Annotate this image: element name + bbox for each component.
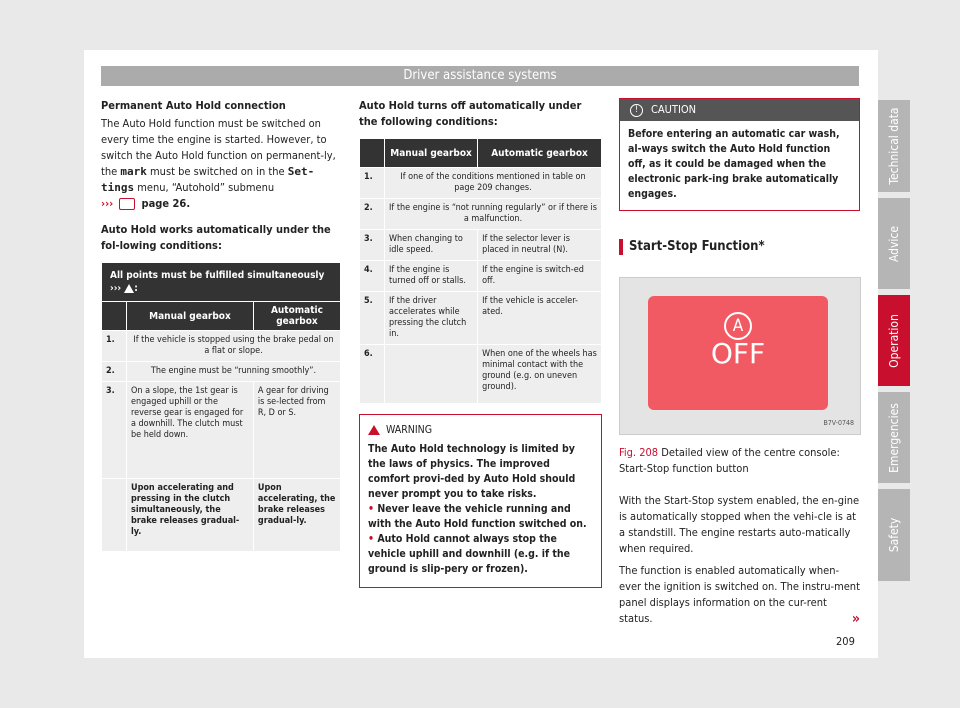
- bullet-text: Never leave the vehicle running and with the Auto Hold function switched on.: [368, 503, 587, 530]
- conditions-table: [101, 262, 341, 552]
- tab-label: Emergencies: [887, 402, 901, 473]
- image-code: B7V-0748: [823, 419, 854, 427]
- tab-advice[interactable]: [878, 198, 910, 289]
- subheading: Auto Hold works automatically under the fol-lowing conditions:: [101, 223, 331, 252]
- cell: When one of the wheels has minimal contact with the ground (e.g. on uneven ground).: [478, 345, 602, 404]
- tab-safety[interactable]: [878, 489, 910, 581]
- tab-emergencies[interactable]: [878, 392, 910, 483]
- reference-arrows: ›››: [101, 197, 114, 210]
- paragraph: With the Start-Stop system enabled, the en-gine is automatically stopped when the vehi-cle is at a standstill. The engine restarts auto-matically when required.: [619, 494, 860, 555]
- cell: If the engine is switch-ed off.: [478, 261, 602, 292]
- auto-a-icon: [724, 312, 752, 340]
- table-title-text: All points must be fulfilled simultaneously: [110, 270, 325, 281]
- figure-label: Fig. 208: [619, 446, 659, 459]
- cell: [385, 345, 478, 404]
- row-number: [102, 479, 127, 552]
- reference-arrows: ›››: [110, 283, 122, 294]
- row-number: 6.: [360, 345, 385, 404]
- settings-keyword: Set-tings: [101, 165, 315, 194]
- section-heading: Permanent Auto Hold connection: [101, 99, 286, 112]
- button-letter: A: [732, 316, 744, 336]
- row-number: 3.: [360, 230, 385, 261]
- text: must be switched on in the: [146, 165, 288, 178]
- info-circle-icon: !: [630, 104, 643, 117]
- warning-box: [359, 414, 602, 588]
- caution-title: CAUTION: [651, 103, 697, 116]
- cell: A gear for driving is se-lected from R, D or S.: [253, 382, 340, 479]
- table-header-automatic: Automatic gearbox: [253, 302, 340, 331]
- bullet-text: Auto Hold cannot always stop the vehicle uphill and downhill (e.g. if the ground is slip-pery or frozen).: [368, 533, 571, 575]
- caution-header: [620, 99, 859, 121]
- turn-off-table: [359, 138, 602, 404]
- cell: If the selector lever is placed in neutral (N).: [478, 230, 602, 261]
- table-row: [360, 292, 602, 345]
- cell: If the vehicle is acceler-ated.: [478, 292, 602, 345]
- tab-label: Technical data: [887, 107, 901, 185]
- warning-triangle-icon: [124, 284, 134, 293]
- tab-label: Operation: [887, 313, 901, 368]
- cell: Upon accelerating and pressing in the clutch simultaneously, the brake releases gradual-ly.: [127, 479, 254, 552]
- section-heading: Auto Hold turns off automatically under the following conditions:: [359, 99, 582, 128]
- page-number: 209: [836, 635, 855, 648]
- figure-image: [619, 277, 861, 435]
- figure-caption: [619, 445, 860, 477]
- book-icon: [119, 198, 135, 210]
- tab-label: Advice: [887, 225, 901, 262]
- column-3: [619, 98, 860, 627]
- row-number: 1.: [102, 331, 127, 362]
- table-row: [360, 261, 602, 292]
- tab-label: Safety: [887, 517, 901, 553]
- warning-title: WARNING: [386, 424, 433, 436]
- row-number: 3.: [102, 382, 127, 479]
- table-row: [360, 168, 602, 199]
- cell: Upon accelerating, the brake releases gradual-ly.: [253, 479, 340, 552]
- table-row: [360, 230, 602, 261]
- button-label: OFF: [710, 337, 766, 370]
- start-stop-button: [648, 296, 828, 410]
- row-number: 4.: [360, 261, 385, 292]
- table-row: [102, 479, 341, 552]
- cell: The engine must be “running smoothly”.: [127, 362, 341, 382]
- cell: If the engine is turned off or stalls.: [385, 261, 478, 292]
- table-title: All points must be fulfilled simultaneously ››› :: [102, 263, 341, 302]
- row-number: 2.: [360, 199, 385, 230]
- caution-box: [619, 98, 860, 211]
- figure-caption-text: Detailed view of the centre console: Start-Stop function button: [619, 446, 840, 475]
- table-header-automatic: Automatic gearbox: [478, 139, 602, 168]
- warning-header: [368, 423, 593, 438]
- warning-triangle-icon: [368, 425, 380, 435]
- tab-operation[interactable]: [878, 295, 910, 386]
- continue-mark: »: [851, 611, 860, 627]
- table-row: [360, 199, 602, 230]
- paragraph: [619, 563, 860, 627]
- table-row: [360, 345, 602, 404]
- table-header-manual: Manual gearbox: [385, 139, 478, 168]
- caution-text: Before entering an automatic car wash, al-ways switch the Auto Hold function off, as it could be damaged when the electronic park-ing brake automatically engages.: [628, 128, 840, 200]
- table-row: [102, 382, 341, 479]
- table-row: [102, 331, 341, 362]
- paragraph: [101, 116, 341, 212]
- warning-text: The Auto Hold technology is limited by the laws of physics. The improved comfort provi-ded by Auto Hold should never prompt you to take risks.: [368, 443, 576, 500]
- page-link[interactable]: page 26.: [141, 197, 191, 210]
- text: menu, “Autohold” submenu: [134, 181, 275, 194]
- table-header-number: [102, 302, 127, 331]
- table-header-number: [360, 139, 385, 168]
- table-header-manual: Manual gearbox: [127, 302, 254, 331]
- bullet-item: • Auto Hold cannot always stop the vehicle uphill and downhill (e.g. if the ground is slip-pery or frozen).: [368, 533, 571, 575]
- text: The Auto Hold function must be switched on every time the engine is started. However, to switch the Auto Hold function on permanent-ly, the: [101, 117, 336, 178]
- cell: When changing to idle speed.: [385, 230, 478, 261]
- column-1: [101, 98, 341, 552]
- cell: If the driver accelerates while pressing the clutch in.: [385, 292, 478, 345]
- cell: If the vehicle is stopped using the brake pedal on a flat or slope.: [127, 331, 341, 362]
- bullet-item: • Never leave the vehicle running and with the Auto Hold function switched on.: [368, 503, 587, 530]
- mark-keyword: mark: [120, 165, 147, 178]
- row-number: 2.: [102, 362, 127, 382]
- chapter-header: Driver assistance systems: [101, 66, 859, 86]
- table-row: [102, 362, 341, 382]
- row-number: 5.: [360, 292, 385, 345]
- column-2: [359, 98, 602, 588]
- cell: If one of the conditions mentioned in table on page 209 changes.: [385, 168, 602, 199]
- tab-technical-data[interactable]: [878, 100, 910, 192]
- row-number: 1.: [360, 168, 385, 199]
- paragraph-text: The function is enabled automatically when-ever the ignition is switched on. The instru-ment panel displays information on the cur-rent status.: [619, 564, 860, 625]
- cell: If the engine is “not running regularly” or if there is a malfunction.: [385, 199, 602, 230]
- section-title: Start-Stop Function*: [619, 239, 860, 255]
- cell: On a slope, the 1st gear is engaged uphill or the reverse gear is engaged for a downhill. The clutch must be held down.: [127, 382, 254, 479]
